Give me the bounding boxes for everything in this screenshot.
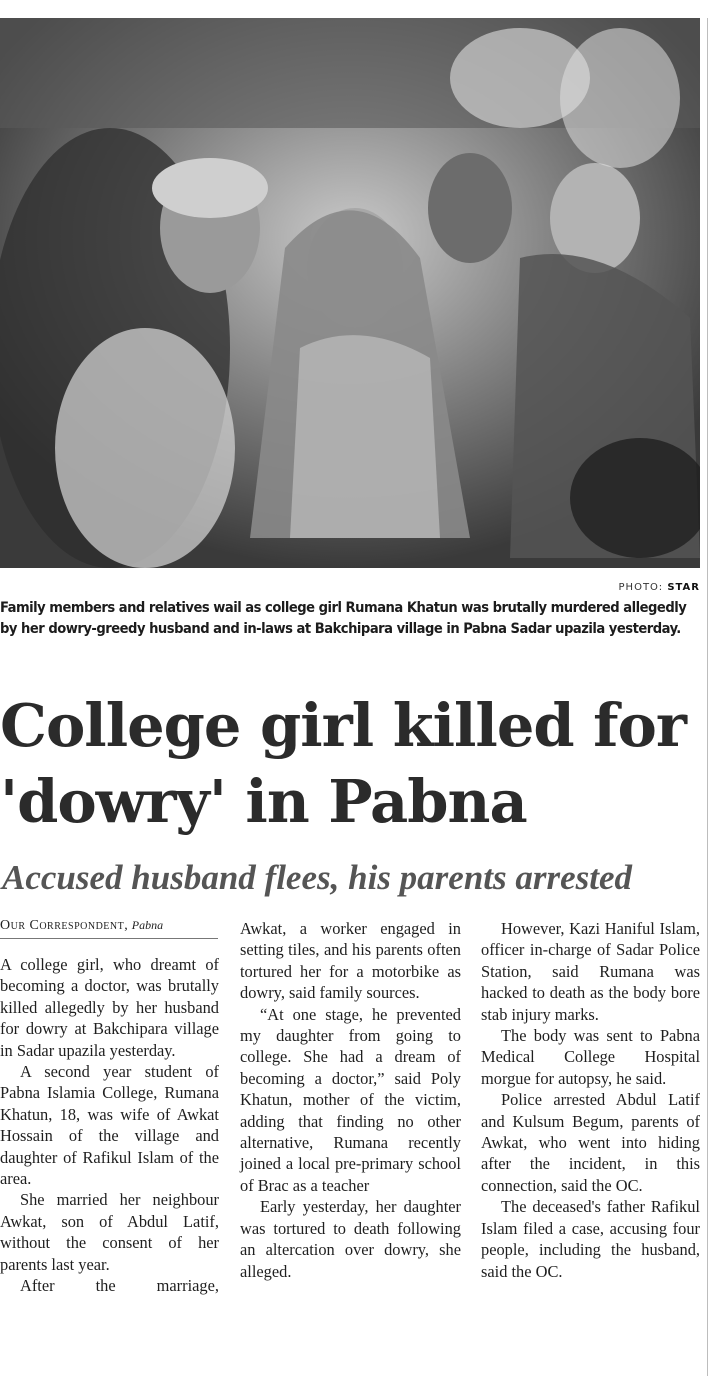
article-column-3 bbox=[481, 918, 700, 1282]
paragraph: Awkat, a worker engaged in setting tiles, and his parents often tortured her for a motorbike as dowry, said family sources. bbox=[240, 919, 461, 1003]
paragraph: Early yesterday, her daughter was tortured to death following an altercation over dowry, she alleged. bbox=[240, 1197, 461, 1281]
article-column-2 bbox=[240, 918, 461, 1282]
byline-place: Pabna bbox=[131, 918, 164, 932]
paragraph: The body was sent to Pabna Medical College Hospital morgue for autopsy, he said. bbox=[481, 1026, 700, 1088]
paragraph: “At one stage, he prevented my daughter from going to college. She had a dream of becoming a doctor,” said Poly Khatun, mother of the victim, adding that finding no other alternative, Rumana recently joined a local pre-primary school of Brac as a teacher bbox=[240, 1004, 461, 1195]
paragraph: A second year student of Pabna Islamia College, Rumana Khatun, 18, was wife of Awkat Hossain of the village and daughter of Rafikul Islam of the area. bbox=[0, 1062, 219, 1189]
byline bbox=[0, 918, 218, 939]
photo-caption: Family members and relatives wail as college girl Rumana Khatun was brutally murdered allegedly by her dowry-greedy husband and in-laws at Bakchipara village in Pabna Sadar upazila yesterday. bbox=[0, 599, 687, 637]
paragraph: A college girl, who dreamt of becoming a doctor, was brutally killed allegedly by her husband for dowry at Bakchipara village in Sadar upazila yesterday. bbox=[0, 955, 219, 1060]
photo-credit: PHOTO: STAR bbox=[618, 582, 700, 593]
article-column-1 bbox=[0, 954, 219, 1297]
headline: College girl killed for 'dowry' in Pabna bbox=[0, 691, 686, 836]
subheadline: Accused husband flees, his parents arrested bbox=[2, 858, 633, 897]
byline-name: Our Correspondent, bbox=[0, 918, 129, 933]
photo-illustration bbox=[0, 18, 700, 568]
paragraph: The deceased's father Rafikul Islam filed a case, accusing four people, including the husband, said the OC. bbox=[481, 1197, 700, 1281]
paragraph: However, Kazi Haniful Islam, officer in-charge of Sadar Police Station, said Rumana was hacked to death as the body bore stab injury marks. bbox=[481, 919, 700, 1024]
paragraph: After the marriage, bbox=[20, 1276, 219, 1296]
news-photo bbox=[0, 18, 700, 568]
paragraph: She married her neighbour Awkat, son of Abdul Latif, without the consent of her parents last year. bbox=[0, 1190, 219, 1274]
photo-credit-source: STAR bbox=[667, 582, 700, 593]
paragraph: Police arrested Abdul Latif and Kulsum Begum, parents of Awkat, who went into hiding after the incident, in this connection, said the OC. bbox=[481, 1090, 700, 1195]
